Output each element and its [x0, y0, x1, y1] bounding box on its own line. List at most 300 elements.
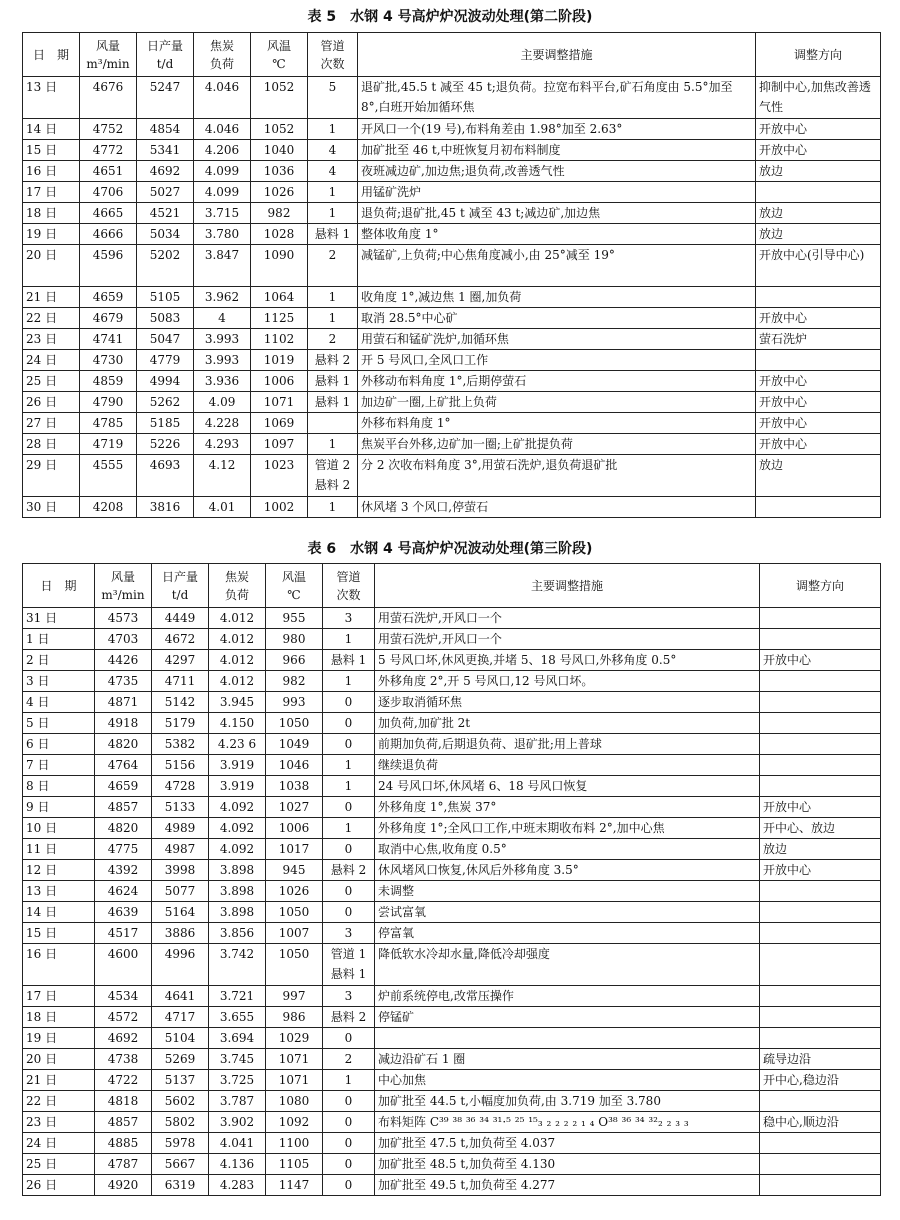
cell-date: 17 日 [23, 182, 80, 203]
table-row [23, 245, 881, 287]
cell-direction: 放边 [756, 203, 881, 224]
cell-wind: 4679 [80, 308, 137, 329]
cell-production: 4717 [152, 1007, 209, 1028]
cell-coke-load: 4.046 [194, 119, 251, 140]
table-row [23, 119, 881, 140]
cell-blast-temp: 1052 [251, 77, 308, 119]
cell-measure: 休风堵风口恢复,休风后外移角度 3.5° [375, 860, 760, 881]
cell-blast-temp: 1100 [266, 1133, 323, 1154]
cell-production: 4449 [152, 608, 209, 629]
cell-blast-temp: 980 [266, 629, 323, 650]
cell-pipe-count: 管道 1 悬料 1 [323, 944, 375, 986]
cell-blast-temp: 1071 [266, 1070, 323, 1091]
cell-measure: 外移角度 1°,焦炭 37° [375, 797, 760, 818]
table-row [23, 986, 881, 1007]
cell-production: 4297 [152, 650, 209, 671]
cell-coke-load: 4.09 [194, 392, 251, 413]
cell-date: 3 日 [23, 671, 95, 692]
cell-wind: 4676 [80, 77, 137, 119]
cell-measure: 退矿批,45.5 t 减至 45 t;退负荷。拉宽布料平台,矿石角度由 5.5°加至 8°,白班开始加循环焦 [358, 77, 756, 119]
cell-blast-temp: 1050 [266, 713, 323, 734]
table-row [23, 755, 881, 776]
cell-pipe-count: 1 [323, 1070, 375, 1091]
cell-coke-load: 3.962 [194, 287, 251, 308]
cell-coke-load: 4.099 [194, 161, 251, 182]
cell-wind: 4692 [95, 1028, 152, 1049]
cell-blast-temp: 1006 [266, 818, 323, 839]
cell-pipe-count: 0 [323, 1175, 375, 1196]
cell-measure: 减锰矿,上负荷;中心焦角度减小,由 25°减至 19° [358, 245, 756, 287]
cell-measure: 开风口一个(19 号),布料角差由 1.98°加至 2.63° [358, 119, 756, 140]
cell-direction [760, 734, 881, 755]
cell-direction: 抑制中心,加焦改善透气性 [756, 77, 881, 119]
cell-wind: 4572 [95, 1007, 152, 1028]
cell-wind: 4600 [95, 944, 152, 986]
table-row [23, 182, 881, 203]
col-coke-load-header: 焦炭 负荷 [194, 33, 251, 77]
cell-direction [756, 182, 881, 203]
cell-pipe-count: 悬料 1 [308, 392, 358, 413]
col-production-header: 日产量 t/d [152, 564, 209, 608]
cell-direction: 萤石洗炉 [756, 329, 881, 350]
table-row [23, 902, 881, 923]
table-row [23, 1091, 881, 1112]
cell-direction [760, 881, 881, 902]
cell-pipe-count [308, 413, 358, 434]
cell-production: 4987 [152, 839, 209, 860]
cell-wind: 4639 [95, 902, 152, 923]
table-row [23, 944, 881, 986]
cell-blast-temp: 966 [266, 650, 323, 671]
cell-measure: 降低软水冷却水量,降低冷却强度 [375, 944, 760, 986]
cell-coke-load: 3.745 [209, 1049, 266, 1070]
cell-pipe-count: 1 [323, 776, 375, 797]
cell-production: 5133 [152, 797, 209, 818]
cell-direction: 稳中心,顺边沿 [760, 1112, 881, 1133]
cell-date: 6 日 [23, 734, 95, 755]
col-production-header: 日产量 t/d [137, 33, 194, 77]
cell-measure: 外移动布料角度 1°,后期停萤石 [358, 371, 756, 392]
cell-pipe-count: 悬料 1 [308, 224, 358, 245]
cell-production: 5083 [137, 308, 194, 329]
cell-wind: 4208 [80, 497, 137, 518]
table-row [23, 497, 881, 518]
cell-direction [760, 986, 881, 1007]
cell-measure: 加矿批至 46 t,中班恢复月初布料制度 [358, 140, 756, 161]
cell-wind: 4651 [80, 161, 137, 182]
col-wind-header: 风量 m³/min [80, 33, 137, 77]
table-row [23, 923, 881, 944]
cell-pipe-count: 0 [323, 902, 375, 923]
cell-measure: 用萤石和锰矿洗炉,加循环焦 [358, 329, 756, 350]
cell-wind: 4555 [80, 455, 137, 497]
table-row [23, 629, 881, 650]
cell-production: 5262 [137, 392, 194, 413]
cell-coke-load: 3.694 [209, 1028, 266, 1049]
cell-production: 5247 [137, 77, 194, 119]
cell-measure: 加矿批至 47.5 t,加负荷至 4.037 [375, 1133, 760, 1154]
cell-production: 4996 [152, 944, 209, 986]
table-row [23, 413, 881, 434]
cell-coke-load: 4.041 [209, 1133, 266, 1154]
cell-pipe-count: 1 [308, 308, 358, 329]
cell-direction: 开放中心 [756, 308, 881, 329]
cell-blast-temp: 1105 [266, 1154, 323, 1175]
table-row [23, 161, 881, 182]
cell-pipe-count: 1 [323, 629, 375, 650]
cell-blast-temp: 1023 [251, 455, 308, 497]
cell-measure: 用萤石洗炉,开风口一个 [375, 629, 760, 650]
cell-wind: 4534 [95, 986, 152, 1007]
cell-direction [760, 713, 881, 734]
table-row [23, 77, 881, 119]
cell-direction [760, 608, 881, 629]
cell-blast-temp: 1038 [266, 776, 323, 797]
cell-pipe-count: 悬料 1 [308, 371, 358, 392]
cell-blast-temp: 1017 [266, 839, 323, 860]
cell-coke-load: 3.993 [194, 329, 251, 350]
col-direction-header: 调整方向 [756, 33, 881, 77]
cell-production: 5341 [137, 140, 194, 161]
cell-measure: 5 号风口坏,休风更换,并堵 5、18 号风口,外移角度 0.5° [375, 650, 760, 671]
table-row [23, 308, 881, 329]
cell-date: 31 日 [23, 608, 95, 629]
cell-blast-temp: 1049 [266, 734, 323, 755]
cell-production: 5137 [152, 1070, 209, 1091]
cell-wind: 4820 [95, 818, 152, 839]
cell-measure: 24 号风口坏,休风堵 6、18 号风口恢复 [375, 776, 760, 797]
table-row [23, 818, 881, 839]
cell-direction [760, 1091, 881, 1112]
cell-production: 4854 [137, 119, 194, 140]
cell-coke-load: 4.099 [194, 182, 251, 203]
cell-wind: 4818 [95, 1091, 152, 1112]
cell-wind: 4735 [95, 671, 152, 692]
cell-wind: 4659 [95, 776, 152, 797]
cell-date: 25 日 [23, 371, 80, 392]
cell-date: 9 日 [23, 797, 95, 818]
cell-production: 5034 [137, 224, 194, 245]
cell-blast-temp: 1092 [266, 1112, 323, 1133]
cell-production: 5667 [152, 1154, 209, 1175]
table-row [23, 650, 881, 671]
cell-wind: 4918 [95, 713, 152, 734]
cell-pipe-count: 4 [308, 161, 358, 182]
cell-blast-temp: 1052 [251, 119, 308, 140]
table-row [23, 1070, 881, 1091]
cell-coke-load: 4.012 [209, 608, 266, 629]
cell-pipe-count: 1 [323, 755, 375, 776]
cell-direction [760, 692, 881, 713]
cell-wind: 4820 [95, 734, 152, 755]
cell-coke-load: 4.012 [209, 650, 266, 671]
cell-measure: 取消 28.5°中心矿 [358, 308, 756, 329]
cell-pipe-count: 0 [323, 1091, 375, 1112]
cell-coke-load: 4.012 [209, 629, 266, 650]
cell-wind: 4790 [80, 392, 137, 413]
cell-measure: 逐步取消循环焦 [375, 692, 760, 713]
cell-direction: 开中心,稳边沿 [760, 1070, 881, 1091]
cell-date: 27 日 [23, 413, 80, 434]
cell-coke-load: 3.715 [194, 203, 251, 224]
cell-direction [756, 287, 881, 308]
cell-blast-temp: 1080 [266, 1091, 323, 1112]
cell-measure: 尝试富氧 [375, 902, 760, 923]
cell-date: 26 日 [23, 392, 80, 413]
cell-direction [756, 350, 881, 371]
table6 [22, 563, 881, 1196]
cell-direction [760, 923, 881, 944]
cell-measure: 停锰矿 [375, 1007, 760, 1028]
cell-coke-load: 3.919 [209, 755, 266, 776]
cell-blast-temp: 986 [266, 1007, 323, 1028]
cell-production: 5027 [137, 182, 194, 203]
table-row [23, 350, 881, 371]
cell-wind: 4871 [95, 692, 152, 713]
cell-date: 20 日 [23, 1049, 95, 1070]
table-row [23, 881, 881, 902]
cell-date: 13 日 [23, 77, 80, 119]
cell-pipe-count: 5 [308, 77, 358, 119]
cell-production: 4692 [137, 161, 194, 182]
cell-pipe-count: 3 [323, 608, 375, 629]
cell-measure: 未调整 [375, 881, 760, 902]
cell-date: 16 日 [23, 944, 95, 986]
cell-blast-temp: 1002 [251, 497, 308, 518]
cell-production: 3886 [152, 923, 209, 944]
table5 [22, 32, 881, 518]
cell-wind: 4665 [80, 203, 137, 224]
cell-pipe-count: 2 [323, 1049, 375, 1070]
cell-direction: 放边 [756, 455, 881, 497]
cell-blast-temp: 982 [251, 203, 308, 224]
cell-measure: 外移布料角度 1° [358, 413, 756, 434]
cell-date: 8 日 [23, 776, 95, 797]
cell-measure: 外移角度 2°,开 5 号风口,12 号风口坏。 [375, 671, 760, 692]
cell-blast-temp: 1028 [251, 224, 308, 245]
cell-wind: 4392 [95, 860, 152, 881]
cell-coke-load: 3.945 [209, 692, 266, 713]
cell-pipe-count: 1 [308, 182, 358, 203]
cell-blast-temp: 1046 [266, 755, 323, 776]
cell-direction [760, 944, 881, 986]
cell-pipe-count: 3 [323, 986, 375, 1007]
cell-direction [760, 671, 881, 692]
table-row [23, 1133, 881, 1154]
cell-production: 4779 [137, 350, 194, 371]
table-row [23, 140, 881, 161]
cell-measure: 停富氧 [375, 923, 760, 944]
cell-pipe-count: 1 [308, 434, 358, 455]
table-row [23, 1112, 881, 1133]
cell-production: 5179 [152, 713, 209, 734]
cell-coke-load: 3.847 [194, 245, 251, 287]
table6-body [23, 608, 881, 1196]
cell-measure: 分 2 次收布料角度 3°,用萤石洗炉,退负荷退矿批 [358, 455, 756, 497]
cell-blast-temp: 1026 [266, 881, 323, 902]
cell-date: 14 日 [23, 902, 95, 923]
cell-blast-temp: 1036 [251, 161, 308, 182]
table6-caption: 表 6 水钢 4 号高炉炉况波动处理(第三阶段) [307, 541, 593, 557]
table5-caption: 表 5 水钢 4 号高炉炉况波动处理(第二阶段) [307, 9, 593, 25]
cell-date: 16 日 [23, 161, 80, 182]
cell-date: 5 日 [23, 713, 95, 734]
cell-date: 21 日 [23, 1070, 95, 1091]
col-measures-header: 主要调整措施 [358, 33, 756, 77]
cell-measure: 继续退负荷 [375, 755, 760, 776]
table-row [23, 1154, 881, 1175]
cell-blast-temp: 1090 [251, 245, 308, 287]
table5-header-row [23, 33, 881, 77]
cell-coke-load: 3.787 [209, 1091, 266, 1112]
cell-direction: 开放中心(引导中心) [756, 245, 881, 287]
cell-wind: 4666 [80, 224, 137, 245]
cell-production: 5202 [137, 245, 194, 287]
cell-wind: 4596 [80, 245, 137, 287]
cell-measure: 开 5 号风口,全风口工作 [358, 350, 756, 371]
cell-blast-temp: 955 [266, 608, 323, 629]
cell-production: 5978 [152, 1133, 209, 1154]
cell-blast-temp: 1026 [251, 182, 308, 203]
cell-date: 4 日 [23, 692, 95, 713]
cell-direction [760, 776, 881, 797]
cell-measure: 用萤石洗炉,开风口一个 [375, 608, 760, 629]
cell-coke-load: 4.012 [209, 671, 266, 692]
col-coke-load-header: 焦炭 负荷 [209, 564, 266, 608]
cell-blast-temp: 993 [266, 692, 323, 713]
cell-date: 23 日 [23, 1112, 95, 1133]
cell-blast-temp: 1040 [251, 140, 308, 161]
cell-pipe-count: 4 [308, 140, 358, 161]
cell-wind: 4426 [95, 650, 152, 671]
cell-date: 2 日 [23, 650, 95, 671]
cell-measure: 加边矿一圈,上矿批上负荷 [358, 392, 756, 413]
cell-coke-load: 4.23 6 [209, 734, 266, 755]
cell-production: 5156 [152, 755, 209, 776]
cell-production: 4711 [152, 671, 209, 692]
cell-direction: 开中心、放边 [760, 818, 881, 839]
table-row [23, 392, 881, 413]
cell-coke-load: 4.01 [194, 497, 251, 518]
cell-date: 30 日 [23, 497, 80, 518]
cell-direction: 疏导边沿 [760, 1049, 881, 1070]
table-row [23, 713, 881, 734]
table-row [23, 1028, 881, 1049]
cell-direction: 开放中心 [756, 371, 881, 392]
cell-coke-load: 3.898 [209, 881, 266, 902]
cell-date: 11 日 [23, 839, 95, 860]
cell-pipe-count: 悬料 2 [323, 1007, 375, 1028]
cell-measure: 取消中心焦,收角度 0.5° [375, 839, 760, 860]
cell-pipe-count: 0 [323, 1133, 375, 1154]
cell-measure: 加矿批至 48.5 t,加负荷至 4.130 [375, 1154, 760, 1175]
cell-pipe-count: 0 [323, 1112, 375, 1133]
table-row [23, 734, 881, 755]
table-row [23, 434, 881, 455]
cell-coke-load: 4.136 [209, 1154, 266, 1175]
cell-wind: 4738 [95, 1049, 152, 1070]
cell-coke-load: 3.856 [209, 923, 266, 944]
cell-direction [760, 755, 881, 776]
table-row [23, 1049, 881, 1070]
cell-pipe-count: 0 [323, 797, 375, 818]
cell-production: 5105 [137, 287, 194, 308]
cell-pipe-count: 悬料 2 [308, 350, 358, 371]
cell-pipe-count: 1 [308, 203, 358, 224]
col-blast-temp-header: 风温 ℃ [266, 564, 323, 608]
cell-coke-load: 4.228 [194, 413, 251, 434]
cell-measure: 焦炭平台外移,边矿加一圈;上矿批提负荷 [358, 434, 756, 455]
cell-wind: 4703 [95, 629, 152, 650]
cell-production: 3816 [137, 497, 194, 518]
cell-coke-load: 3.655 [209, 1007, 266, 1028]
cell-wind: 4857 [95, 1112, 152, 1133]
table-row [23, 1175, 881, 1196]
cell-coke-load: 4.092 [209, 839, 266, 860]
cell-direction: 放边 [756, 224, 881, 245]
cell-date: 18 日 [23, 203, 80, 224]
cell-production: 4521 [137, 203, 194, 224]
cell-production: 5382 [152, 734, 209, 755]
cell-measure: 外移角度 1°;全风口工作,中班末期收布料 2°,加中心焦 [375, 818, 760, 839]
cell-blast-temp: 982 [266, 671, 323, 692]
col-pipe-count-header: 管道 次数 [308, 33, 358, 77]
cell-pipe-count: 悬料 1 [323, 650, 375, 671]
cell-date: 19 日 [23, 1028, 95, 1049]
cell-production: 5602 [152, 1091, 209, 1112]
cell-pipe-count: 0 [323, 839, 375, 860]
cell-pipe-count: 0 [323, 713, 375, 734]
cell-pipe-count: 悬料 2 [323, 860, 375, 881]
cell-wind: 4517 [95, 923, 152, 944]
cell-date: 23 日 [23, 329, 80, 350]
cell-date: 15 日 [23, 140, 80, 161]
cell-date: 24 日 [23, 350, 80, 371]
cell-production: 5185 [137, 413, 194, 434]
table-row [23, 839, 881, 860]
cell-direction: 开放中心 [756, 413, 881, 434]
cell-direction [756, 497, 881, 518]
cell-pipe-count: 0 [323, 1028, 375, 1049]
cell-measure: 加矿批至 49.5 t,加负荷至 4.277 [375, 1175, 760, 1196]
cell-wind: 4920 [95, 1175, 152, 1196]
cell-coke-load: 4 [194, 308, 251, 329]
cell-coke-load: 3.725 [209, 1070, 266, 1091]
cell-production: 5142 [152, 692, 209, 713]
cell-pipe-count: 1 [308, 119, 358, 140]
cell-date: 17 日 [23, 986, 95, 1007]
table-row [23, 608, 881, 629]
cell-wind: 4787 [95, 1154, 152, 1175]
cell-blast-temp: 1064 [251, 287, 308, 308]
col-direction-header: 调整方向 [760, 564, 881, 608]
cell-blast-temp: 1027 [266, 797, 323, 818]
cell-pipe-count: 0 [323, 1154, 375, 1175]
table-row [23, 329, 881, 350]
table-row [23, 797, 881, 818]
cell-coke-load: 3.902 [209, 1112, 266, 1133]
cell-blast-temp: 1097 [251, 434, 308, 455]
cell-blast-temp: 1050 [266, 944, 323, 986]
table-row [23, 860, 881, 881]
cell-blast-temp: 945 [266, 860, 323, 881]
col-pipe-count-header: 管道 次数 [323, 564, 375, 608]
cell-date: 26 日 [23, 1175, 95, 1196]
cell-production: 4728 [152, 776, 209, 797]
cell-wind: 4859 [80, 371, 137, 392]
cell-coke-load: 4.206 [194, 140, 251, 161]
cell-measure [375, 1028, 760, 1049]
